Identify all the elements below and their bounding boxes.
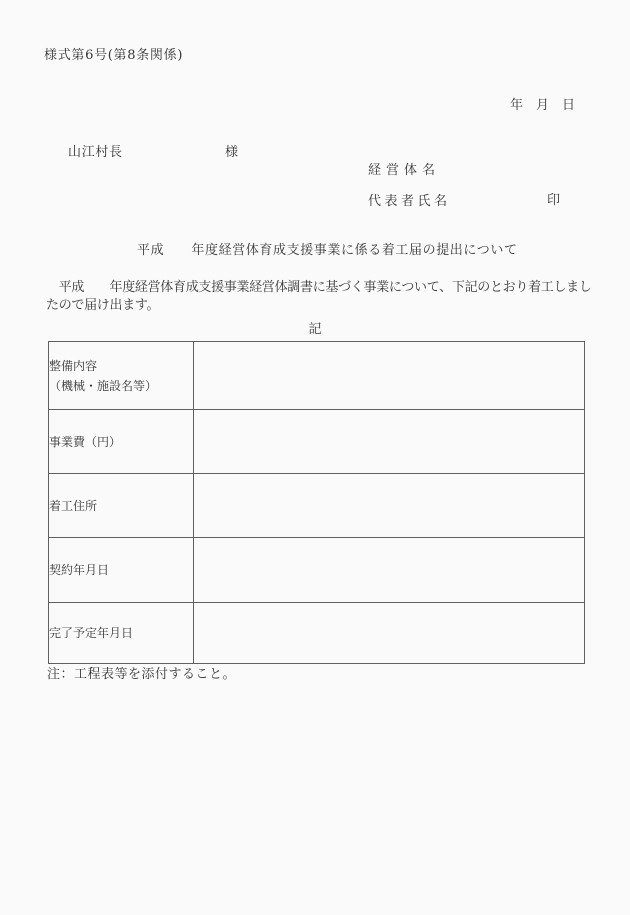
entity-name-label: 経営体名 [368, 163, 441, 178]
seal-mark: 印 [547, 193, 561, 208]
row-value-cell [194, 603, 585, 664]
row-label-cell [49, 474, 194, 538]
body-paragraph-line2: たので届け出ます。 [46, 298, 160, 313]
row-label: 整備内容 [49, 358, 98, 373]
row-value-cell [194, 410, 585, 474]
row-label: 事業費（円） [49, 434, 122, 449]
table-row-construction-address [49, 474, 585, 538]
table-row-completion-date [49, 603, 585, 664]
row-label-cell [49, 538, 194, 603]
addressee-honorific: 様 [225, 145, 239, 160]
representative-name-label: 代表者氏名 [368, 194, 451, 209]
form-table [48, 341, 585, 664]
row-label: 着工住所 [49, 498, 98, 513]
form-number: 様式第6号(第8条関係) [44, 48, 184, 63]
addressee-name: 山江村長 [68, 145, 123, 160]
record-marker: 記 [308, 322, 322, 337]
row-sublabel: （機械・施設名等） [49, 378, 158, 393]
row-value-cell [194, 538, 585, 603]
table-row-contract-date [49, 538, 585, 603]
row-label: 完了予定年月日 [49, 626, 134, 640]
body-paragraph-line1: 平成 年度経営体育成支援事業経営体調書に基づく事業について、下記のとおり着工しまし [46, 280, 592, 295]
row-label-cell [49, 342, 194, 410]
document-title: 平成 年度経営体育成支援事業に係る着工届の提出について [137, 243, 518, 258]
table-row-project-cost [49, 410, 585, 474]
row-label: 契約年月日 [49, 563, 110, 577]
row-value-cell [194, 474, 585, 538]
row-label-cell [49, 603, 194, 664]
date-line: 年 月 日 [510, 98, 576, 113]
row-label-cell [49, 410, 194, 474]
footnote: 注：工程表等を添付すること。 [47, 667, 237, 682]
table-row-equipment [49, 342, 585, 410]
row-value-cell [194, 342, 585, 410]
